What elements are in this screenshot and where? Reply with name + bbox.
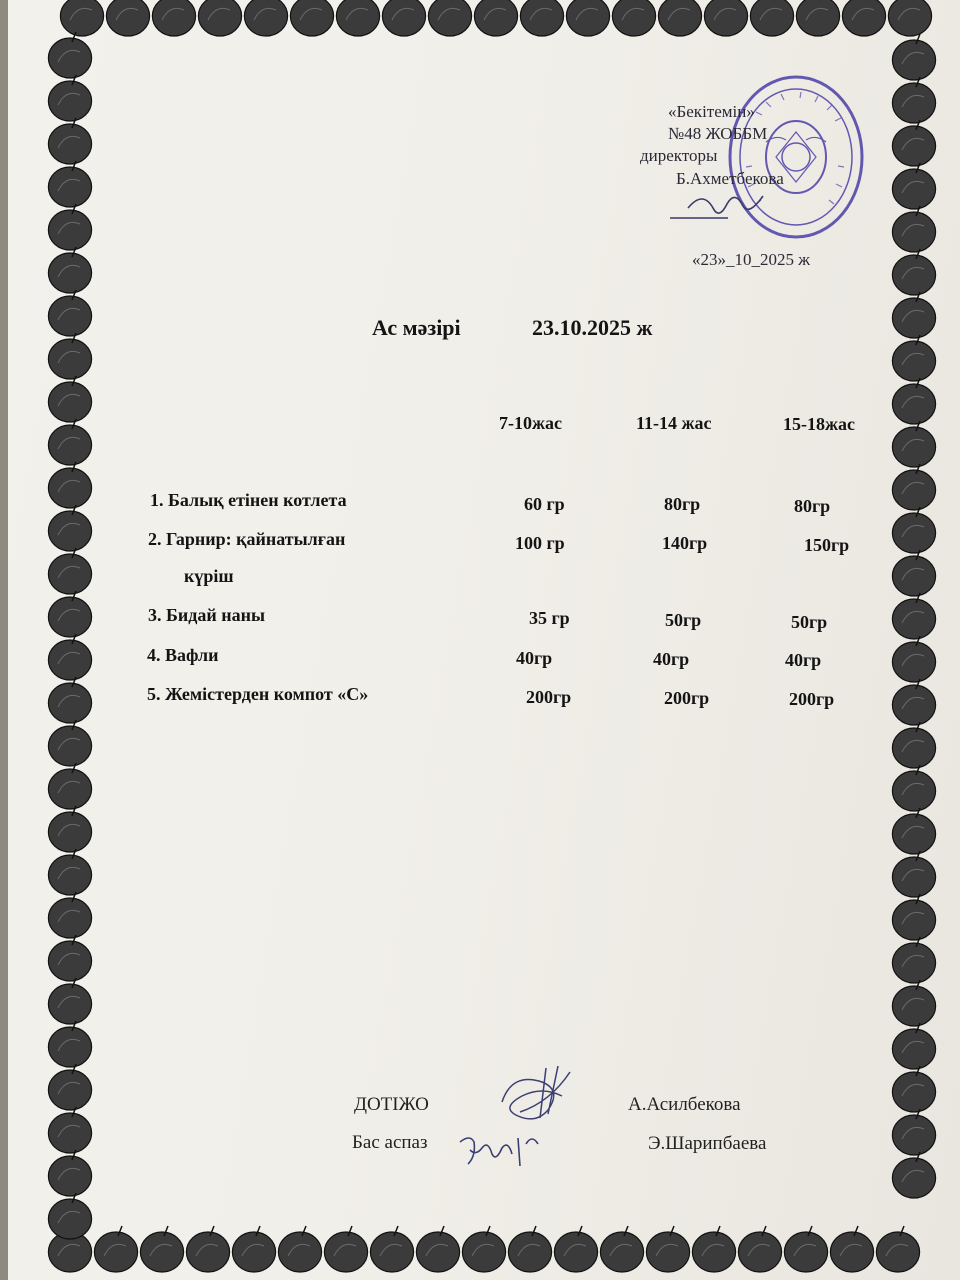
fruit-border-item [278,1226,321,1272]
fruit-border-item [892,937,935,983]
fruit-border-item [692,1226,735,1272]
age-group-15-18: 15-18жас [783,414,856,434]
fruit-border-item [892,765,935,811]
fruit-border-item [48,247,91,293]
fruit-border-item [106,0,149,36]
fruit-border-item [48,462,91,508]
fruit-border-item [842,0,885,36]
fruit-border-item [892,980,935,1026]
fruit-border-item [152,0,195,36]
fruit-border-item [140,1226,183,1272]
fruit-border-item [370,1226,413,1272]
fruit-border-item [508,1226,551,1272]
menu-item-portion: 40гр [653,649,690,669]
fruit-border-item [336,0,379,36]
menu-item-portion: 200гр [789,689,835,709]
fruit-border-item [892,1023,935,1069]
menu-item-portion: 50гр [791,612,828,632]
fruit-border-item [244,0,287,36]
fruit-border-item [48,161,91,207]
fruit-border-item [888,0,931,36]
fruit-border-item [892,894,935,940]
fruit-border-item [48,505,91,551]
signature-1-handwriting [496,1062,586,1126]
fruit-border-item [60,0,103,36]
fruit-border-item [48,333,91,379]
fruit-border-item [750,0,793,36]
fruit-border-item [658,0,701,36]
signature-role-2: Бас аспаз [352,1132,428,1153]
menu-item-name: 4. Вафли [147,645,219,665]
fruit-border-item [94,1226,137,1272]
fruit-border-item [232,1226,275,1272]
menu-item-name: 2. Гарнир: қайнатылған [148,529,346,549]
menu-item-portion: 80гр [794,496,831,516]
signature-name-1: А.Асилбекова [628,1094,741,1115]
fruit-border-item [48,1150,91,1196]
menu-item-portion: 80гр [664,494,701,514]
fruit-border-item [290,0,333,36]
fruit-border-item [600,1226,643,1272]
fruit-border-item [892,1066,935,1112]
fruit-border-item [892,1152,935,1198]
menu-item-portion: 50гр [665,610,702,630]
menu-item-portion: 200гр [664,688,710,708]
fruit-border-item [48,548,91,594]
fruit-border-item [892,1109,935,1155]
fruit-border-item [462,1226,505,1272]
signature-name-2: Э.Шарипбаева [648,1133,767,1154]
fruit-border-item [892,851,935,897]
menu-item-portion: 40гр [785,650,822,670]
fruit-border-item [892,163,935,209]
fruit-border-item [892,464,935,510]
fruit-border-item [892,679,935,725]
fruit-border-item [892,593,935,639]
approval-line-2: №48 ЖОББМ [668,124,768,143]
fruit-border-item [48,1021,91,1067]
fruit-border-item [48,204,91,250]
fruit-border-item [892,77,935,123]
fruit-border-item [48,634,91,680]
fruit-border-item [612,0,655,36]
approval-line-1: «Бекітемін» [668,102,755,121]
fruit-border-item [892,421,935,467]
menu-item-name: 3. Бидай наны [148,605,266,625]
approval-line-4: Б.Ахметбекова [676,169,784,188]
fruit-border-item [892,636,935,682]
fruit-border-item [566,0,609,36]
fruit-border-item [48,806,91,852]
fruit-border-item [554,1226,597,1272]
fruit-border-item [48,591,91,637]
fruit-border-item [892,507,935,553]
director-signature [668,188,778,228]
signature-2-handwriting [456,1130,542,1172]
fruit-border-item [520,0,563,36]
fruit-border-item [892,206,935,252]
fruit-border-item [892,249,935,295]
fruit-border-item [48,763,91,809]
fruit-border-item [892,34,935,80]
menu-item-portion: 60 гр [524,494,565,514]
fruit-border-item [48,376,91,422]
fruit-border-item [892,722,935,768]
fruit-border-item [892,335,935,381]
age-group-7-10: 7-10жас [499,413,563,433]
approval-line-3: директоры [640,146,718,165]
fruit-border-item [48,1193,91,1239]
fruit-border-item [428,0,471,36]
fruit-border-item [738,1226,781,1272]
fruit-border-item [48,849,91,895]
fruit-border-item [876,1226,919,1272]
fruit-border-item [186,1226,229,1272]
fruit-border-item [784,1226,827,1272]
fruit-border-item [48,978,91,1024]
fruit-border-item [48,1064,91,1110]
menu-title: Ас мәзірі [372,315,461,340]
fruit-border-item [48,677,91,723]
fruit-border-item [198,0,241,36]
menu-item-name: 5. Жемістерден компот «С» [147,684,369,704]
fruit-border-item [48,935,91,981]
fruit-border-item [48,892,91,938]
fruit-border-item [704,0,747,36]
fruit-border-item [382,0,425,36]
menu-item-portion: 140гр [662,533,708,553]
fruit-border-item [48,1107,91,1153]
fruit-border-item [892,808,935,854]
fruit-border-item [324,1226,367,1272]
fruit-border-item [892,550,935,596]
menu-item-portion: 200гр [526,687,572,707]
fruit-border-item [48,32,91,78]
fruit-border-item [48,419,91,465]
fruit-border-item [646,1226,689,1272]
menu-item-name: 1. Балық етінен котлета [150,490,347,510]
approval-date: «23»_10_2025 ж [692,250,810,269]
fruit-border-item [48,720,91,766]
menu-item-portion: 35 гр [529,608,570,628]
menu-item-portion: 40гр [516,648,553,668]
fruit-border-item [830,1226,873,1272]
age-group-11-14: 11-14 жас [636,413,712,433]
fruit-border-item [48,75,91,121]
menu-date: 23.10.2025 ж [532,315,653,340]
fruit-border-item [48,290,91,336]
menu-item-portion: 150гр [804,535,850,555]
menu-item-name-continuation: күріш [184,566,234,586]
menu-item-portion: 100 гр [515,533,565,553]
fruit-border-item [892,378,935,424]
signature-role-1: ДОТІЖО [354,1094,429,1115]
fruit-border-item [892,120,935,166]
fruit-border-item [474,0,517,36]
fruit-border-item [416,1226,459,1272]
fruit-border-item [892,292,935,338]
fruit-border-item [796,0,839,36]
fruit-border-item [48,118,91,164]
